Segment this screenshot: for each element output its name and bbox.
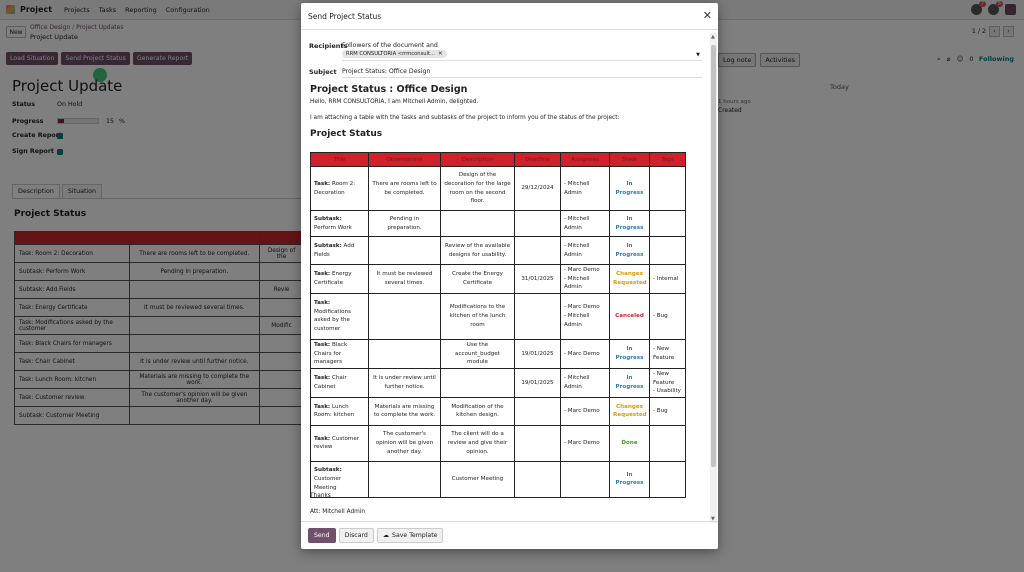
item-title: Lunch Room: kitchen (314, 403, 355, 419)
observations-value: The customer's opinion will be given another day. (375, 431, 434, 455)
item-title: Black Chairs for managers (314, 341, 348, 366)
state-cell (610, 211, 650, 237)
deadline-cell (515, 265, 561, 294)
title-cell (311, 237, 369, 265)
description-value: Modification of the kitchen design. (451, 403, 504, 419)
description-cell (441, 425, 515, 461)
scroll-up-icon[interactable]: ▲ (711, 34, 715, 40)
item-title: Customer Meeting (314, 476, 342, 491)
deadline-cell (515, 461, 561, 497)
chevron-down-icon[interactable]: ▼ (696, 52, 700, 58)
assignees-cell (561, 461, 610, 497)
observations-cell (369, 397, 441, 425)
save-template-label: Save Template (392, 532, 438, 539)
close-icon[interactable]: ✕ (702, 9, 712, 22)
column-header: Tags (650, 153, 686, 167)
assignees-value: - Marc Demo (564, 408, 600, 415)
description-value: Design of the decoration for the large room on the second floor. (444, 172, 511, 205)
state-value: In Progress (615, 242, 644, 258)
message-intro[interactable]: I am attaching a table with the tasks and subtasks of the project to inform you of the status of the project: (310, 115, 620, 121)
deadline-value: 19/01/2025 (521, 379, 554, 386)
table-row (311, 397, 686, 425)
item-title: Energy Certificate (314, 271, 352, 286)
table-row (311, 237, 686, 265)
item-title: Add Fields (314, 242, 355, 258)
table-row (311, 265, 686, 294)
tags-cell (650, 425, 686, 461)
assignees-value: - Marc Demo (564, 350, 600, 357)
column-header: Observations (369, 153, 441, 167)
subject-input[interactable]: Project Status: Office Design (342, 68, 431, 75)
description-cell (441, 265, 515, 294)
dialog-title: Send Project Status (308, 11, 382, 21)
state-value: In Progress (615, 375, 644, 390)
observations-value: It must be reviewed several times. (376, 271, 433, 286)
observations-value: It is under review until further notice. (373, 375, 436, 390)
table-row (311, 339, 686, 368)
assignees-cell (561, 211, 610, 237)
dialog-header (301, 3, 718, 30)
message-greeting[interactable]: Hello, RRM CONSULTORIA, I am Mitchell Admin, delighted. (310, 99, 479, 105)
deadline-cell (515, 211, 561, 237)
state-cell (610, 397, 650, 425)
tags-value: - Bug (653, 408, 668, 415)
state-value: Changes Requested (613, 271, 647, 286)
state-cell (610, 167, 650, 211)
item-kind: Task: (314, 341, 331, 348)
state-value: Changes Requested (613, 403, 647, 419)
table-row (311, 461, 686, 497)
assignees-cell (561, 293, 610, 339)
message-thanks[interactable]: Thanks (310, 493, 331, 499)
title-cell (311, 339, 369, 368)
description-value: Create the Energy Certificate (452, 271, 503, 286)
tags-value: - Bug (653, 313, 668, 320)
item-kind: Subtask: (314, 215, 342, 222)
observations-cell (369, 293, 441, 339)
state-value: Canceled (615, 313, 644, 320)
item-title: Modifications asked by the customer (314, 308, 352, 333)
title-cell (311, 425, 369, 461)
observations-cell (369, 265, 441, 294)
tags-value: - New Feature - Usability (653, 370, 681, 395)
observations-cell (369, 211, 441, 237)
description-value: Use the account_budget module (455, 341, 500, 366)
item-kind: Task: (314, 180, 331, 187)
description-value: Customer Meeting (451, 476, 504, 483)
tags-value: - Internal (653, 275, 679, 282)
subject-label: Subject (309, 68, 337, 76)
deadline-cell (515, 397, 561, 425)
description-cell (441, 461, 515, 497)
item-kind: Task: (314, 300, 331, 307)
state-cell (610, 461, 650, 497)
save-template-button[interactable] (377, 528, 444, 543)
description-cell (441, 211, 515, 237)
deadline-cell (515, 339, 561, 368)
dialog-body (301, 31, 718, 521)
assignees-cell (561, 265, 610, 294)
state-cell (610, 425, 650, 461)
assignees-cell (561, 425, 610, 461)
observations-cell (369, 368, 441, 397)
description-cell (441, 397, 515, 425)
send-button[interactable]: Send (308, 528, 336, 543)
state-cell (610, 368, 650, 397)
state-cell (610, 237, 650, 265)
description-cell (441, 237, 515, 265)
deadline-cell (515, 167, 561, 211)
dialog-footer (301, 521, 718, 549)
observations-cell (369, 237, 441, 265)
observations-value: Pending in preparation. (387, 215, 422, 231)
tags-cell (650, 293, 686, 339)
tags-cell (650, 167, 686, 211)
title-cell (311, 461, 369, 497)
title-cell (311, 293, 369, 339)
deadline-cell (515, 237, 561, 265)
item-title: Customer review (314, 435, 360, 451)
cloud-upload-icon: ☁ (382, 532, 390, 539)
tags-cell (650, 461, 686, 497)
recipients-label: Recipients (309, 42, 348, 50)
title-cell (311, 211, 369, 237)
state-cell (610, 293, 650, 339)
item-title: Room 2: Decoration (314, 180, 356, 196)
description-value: Modifications to the kitchen of the lunch room (449, 304, 506, 328)
assignees-value: - Marc Demo - Mitchell Admin (564, 304, 600, 328)
observations-value: There are rooms left to be completed. (372, 180, 437, 196)
deadline-value: 31/01/2025 (521, 275, 554, 282)
assignees-cell (561, 397, 610, 425)
description-value: The client will do a review and give their opinion. (447, 431, 508, 455)
table-row (311, 425, 686, 461)
deadline-cell (515, 368, 561, 397)
title-cell (311, 368, 369, 397)
table-row (311, 211, 686, 237)
assignees-cell (561, 237, 610, 265)
project-status-table (310, 152, 686, 498)
column-header: Assignees (561, 153, 610, 167)
tags-cell (650, 211, 686, 237)
item-kind: Task: (314, 271, 331, 278)
deadline-cell (515, 425, 561, 461)
item-kind: Subtask: (314, 467, 342, 474)
item-kind: Task: (314, 375, 331, 382)
assignees-value: - Mitchell Admin (564, 375, 590, 390)
column-header: Title (311, 153, 369, 167)
item-kind: Subtask: (314, 242, 342, 249)
recipient-tag-label: RRM CONSULTORIA <rrmconsult... (346, 51, 435, 57)
item-kind: Task: (314, 403, 331, 410)
deadline-cell (515, 293, 561, 339)
description-cell (441, 293, 515, 339)
remove-tag-icon[interactable]: ✕ (437, 51, 443, 57)
item-kind: Task: (314, 435, 331, 442)
tags-cell (650, 237, 686, 265)
table-row (311, 368, 686, 397)
recipients-text: Followers of the document and (342, 42, 438, 49)
message-subheading[interactable]: Project Status (310, 129, 383, 139)
assignees-value: - Mitchell Admin (564, 242, 590, 258)
message-heading[interactable]: Project Status : Office Design (310, 84, 468, 95)
observations-value: Materials are missing to complete the work. (373, 403, 436, 419)
tags-cell (650, 265, 686, 294)
table-row (311, 293, 686, 339)
tags-cell (650, 397, 686, 425)
description-cell (441, 167, 515, 211)
deadline-value: 19/01/2025 (521, 350, 554, 357)
deadline-value: 29/12/2024 (521, 185, 554, 192)
observations-cell (369, 339, 441, 368)
recipient-tag[interactable] (342, 50, 447, 58)
assignees-value: - Marc Demo - Mitchell Admin (564, 267, 600, 291)
state-value: In Progress (615, 180, 644, 196)
item-title: Perform Work (314, 224, 352, 231)
observations-cell (369, 461, 441, 497)
state-cell (610, 265, 650, 294)
description-cell (441, 368, 515, 397)
tags-value: - New Feature (653, 346, 675, 361)
assignees-cell (561, 167, 610, 211)
assignees-value: - Mitchell Admin (564, 215, 590, 231)
tags-cell (650, 339, 686, 368)
column-header: Deadline (515, 153, 561, 167)
state-value: Done (621, 440, 638, 447)
send-project-status-dialog (301, 3, 718, 549)
column-header: State (610, 153, 650, 167)
state-value: In Progress (615, 471, 644, 487)
dialog-scrollbar[interactable] (710, 33, 717, 523)
title-cell (311, 167, 369, 211)
scrollbar-thumb[interactable] (711, 45, 716, 467)
tags-cell (650, 368, 686, 397)
column-header: Description (441, 153, 515, 167)
observations-cell (369, 425, 441, 461)
state-cell (610, 339, 650, 368)
observations-cell (369, 167, 441, 211)
assignees-value: - Marc Demo (564, 440, 600, 447)
state-value: In Progress (615, 215, 644, 231)
state-value: In Progress (615, 346, 644, 361)
recipients-input[interactable] (342, 60, 702, 61)
discard-button[interactable]: Discard (339, 528, 374, 543)
title-cell (311, 397, 369, 425)
scroll-down-icon[interactable]: ▼ (711, 516, 715, 522)
subject-underline (342, 77, 702, 78)
assignees-cell (561, 339, 610, 368)
assignees-value: - Mitchell Admin (564, 180, 590, 196)
message-signature[interactable]: Att: Mitchell Admin (310, 509, 366, 515)
table-row (311, 167, 686, 211)
item-title: Chair Cabinet (314, 375, 347, 390)
description-value: Review of the available designs for usability. (444, 242, 511, 258)
description-cell (441, 339, 515, 368)
title-cell (311, 265, 369, 294)
assignees-cell (561, 368, 610, 397)
